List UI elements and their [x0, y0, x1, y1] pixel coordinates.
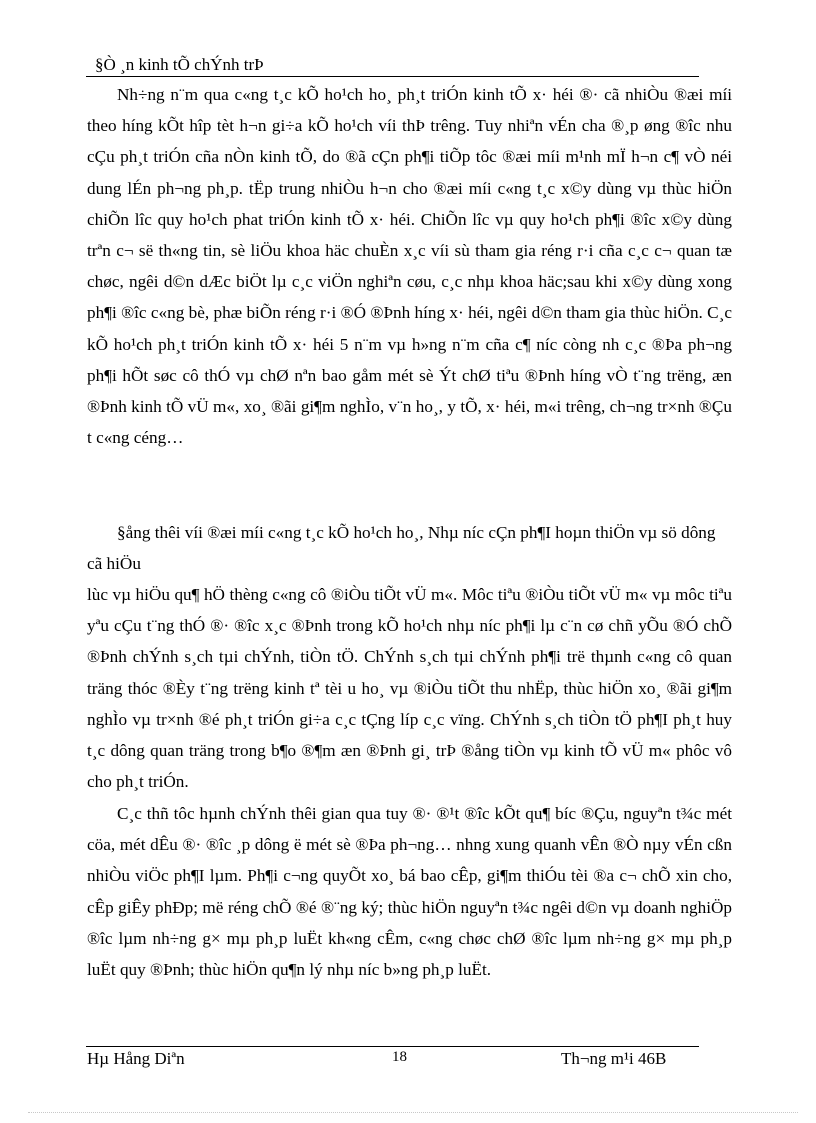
body-paragraph: lùc vµ hiÖu qu¶ hÖ thèng c«ng cô ®iÒu tiÕt vÜ m«. Môc tiªu ®iÒu tiÕt vÜ m« vµ môc tiªu yªu cÇu t¨ng thÓ ®· ®îc x¸c ®Þnh trong kÕ ho¹ch nhµ níc ph¶i lµ c¨n cø chñ yÕu ®Ó chÕ ®Þnh chÝnh s¸ch tµi chÝnh, tiÒn tÖ. ChÝnh s¸ch tµi chÝnh ph¶i trë thµnh c«ng cô quan träng thóc ®Èy t¨ng trëng kinh tª tèi u ho¸ vµ ®iÒu tiÕt thu nhËp, thùc hiÖn xo¸ ®ãi gi¶m nghÌo vµ tr×nh ®é ph¸t triÓn gi÷a c¸c tÇng líp c¸c vïng. ChÝnh s¸ch tiÒn tÖ ph¶I ph¸t huy t¸c dông quan träng trong b¶o ®¶m æn ®Þnh gi¸ trÞ ®ång tiÒn vµ kinh tÕ vÜ m« phôc vô cho ph¸t triÓn.: [87, 585, 732, 792]
body-paragraph: §ång thêi víi ®æi míi c«ng t¸c kÕ ho¹ch ho¸, Nhµ níc cÇn ph¶I hoµn thiÖn vµ sö dông cã hiÖu: [87, 523, 716, 574]
page-number: 18: [392, 1049, 407, 1065]
page-bottom-edge: [28, 1112, 798, 1113]
body-paragraph: Nh÷ng n¨m qua c«ng t¸c kÕ ho¹ch ho¸ ph¸t triÓn kinh tÕ x· héi ®· cã nhiÒu ®æi míi theo híng kÕt hîp tèt h¬n gi÷a kÕ ho¹ch víi thÞ trêng. Tuy nhiªn vÉn cha ®¸p øng ®îc nhu cÇu ph¸t triÓn cña nÒn kinh tÕ, do ®ã cÇn ph¶i tiÕp tôc ®æi míi m¹nh mÏ h¬n c¶ vÒ néi dung lÉn ph¬ng ph¸p. tËp trung nhiÒu h¬n cho ®æi míi c«ng t¸c x©y dùng vµ thùc hiÖn chiÕn lîc quy ho¹ch phat triÓn kinh tÕ x· héi. ChiÕn lîc vµ quy ho¹ch ph¶i ®îc x©y dùng trªn c¬ së th«ng tin, sè liÖu khoa häc chuÈn x¸c víi sù tham gia réng r·i cña c¸c c¬ quan tæ chøc, ngêi d©n dÆc biÖt lµ c¸c viÖn nghiªn cøu, c¸c nhµ khoa häc;sau khi x©y dùng xong ph¶i ®îc c«ng bè, phæ biÕn réng r·i ®Ó ®Þnh híng x· héi, ngêi d©n tham gia thùc hiÖn. C¸c kÕ ho¹ch ph¸t triÓn kinh tÕ x· héi 5 n¨m vµ h»ng n¨m cña c¶ níc còng nh c¸c ®Þa ph¬ng ph¶i hÕt søc cô thÓ vµ chØ nªn bao gåm mét sè Ýt chØ tiªu ®Þnh híng vÒ t¨ng trëng, æn ®Þnh kinh tÕ vÜ m«, xo¸ ®ãi gi¶m nghÌo, v¨n ho¸, y tÕ, x· héi, m«i trêng, ch¬ng tr×nh ®Çu t c«ng céng…: [87, 85, 732, 448]
body-paragraph: C¸c thñ tôc hµnh chÝnh thêi gian qua tuy ®· ®¹t ®îc kÕt qu¶ bíc ®Çu, nguyªn t¾c mét cöa, mét dÊu ®· ®îc ¸p dông ë mét sè ®Þa ph¬ng… nhng xung quanh vÊn ®Ò nµy vÉn cßn nhiÒu viÖc ph¶I lµm. Ph¶i c¬ng quyÕt xo¸ bá bao cÊp, gi¶m thiÓu tèi ®a c¬ chÕ xin cho, cÊp giÊy phÐp; më réng chÕ ®é ®¨ng ký; thùc hiÖn nguyªn t¾c ngêi d©n vµ doanh nghiÖp ®îc lµm nh÷ng g× mµ ph¸p luËt kh«ng cÊm, c«ng chøc chØ ®îc lµm nh÷ng g× mµ ph¸p luËt quy ®Þnh; thùc hiÖn qu¶n lý nhµ níc b»ng ph¸p luËt.: [87, 804, 732, 980]
header-divider: [86, 76, 699, 77]
footer-author: Hµ Hång Diªn: [87, 1049, 185, 1068]
footer-divider: [86, 1046, 699, 1047]
footer-class-name: Th¬ng m¹i 46B: [561, 1049, 667, 1068]
running-header-title: §Ò ¸n kinh tÕ chÝnh trÞ: [95, 55, 264, 74]
